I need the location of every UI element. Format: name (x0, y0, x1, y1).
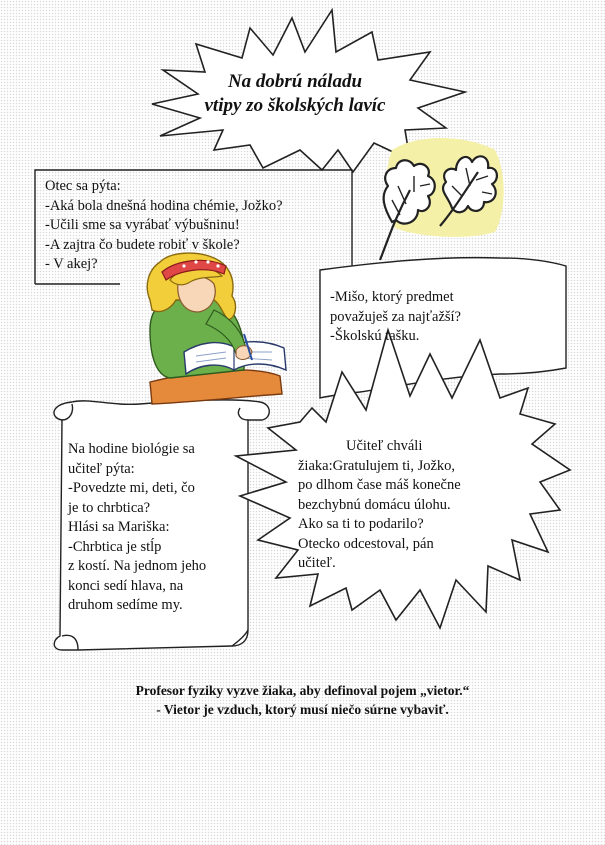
joke-line: je to chrbtica? (68, 499, 151, 516)
joke-line: -Povedzte mi, deti, čo (68, 480, 195, 496)
joke-line: - V akej? (45, 256, 98, 272)
joke-line: učiteľ pýta: (68, 460, 135, 477)
girl-reading-illustration (147, 253, 286, 404)
title-line-2: vtipy zo školských lavíc (204, 95, 386, 116)
joke-line: žiaka:Gratulujem ti, Jožko, (298, 457, 456, 474)
joke-line: Hlási sa Mariška: (68, 519, 170, 535)
homework-joke (298, 437, 461, 574)
joke-line: druhom sedíme my. (68, 597, 183, 613)
joke-line: -Chrbtica je stĺp (68, 538, 162, 555)
title-line-1: Na dobrú náladu (227, 71, 363, 92)
joke-line: z kostí. Na jednom jeho (68, 558, 207, 574)
joke-line: -A zajtra čo budete robiť v škole? (45, 236, 240, 253)
joke-line: Na hodine biológie sa (68, 441, 195, 457)
joke-line: Profesor fyziky vyzve žiaka, aby definoval pojem „vietor.“ (135, 683, 470, 698)
joke-line: -Učili sme sa vyrábať výbušninu! (45, 217, 240, 233)
subject-joke (330, 288, 461, 347)
biology-joke (68, 440, 206, 616)
joke-line: -Mišo, ktorý predmet (330, 289, 454, 305)
joke-line: konci sedí hlava, na (68, 577, 184, 594)
joke-line: -Školskú tašku. (330, 328, 420, 344)
chemistry-joke (45, 177, 283, 275)
joke-line: bezchybnú domácu úlohu. (298, 496, 451, 513)
joke-line: Ako sa ti to podarilo? (298, 516, 424, 532)
physics-joke (40, 682, 565, 719)
joke-line: považuješ za najťažší? (330, 308, 461, 325)
joke-line: po dlhom čase máš konečne (298, 477, 461, 493)
joke-line: Otecko odcestoval, pán (298, 535, 434, 552)
joke-line: -Aká bola dnešná hodina chémie, Jožko? (45, 197, 283, 214)
oak-leaf-icon (380, 160, 435, 260)
joke-line: Otec sa pýta: (45, 178, 121, 194)
joke-line: učiteľ. (298, 555, 336, 571)
joke-line: - Vietor je vzduch, ktorý musí niečo súrne vybaviť. (156, 701, 449, 717)
page-title (160, 70, 430, 118)
joke-line: Učiteľ chváli (346, 438, 423, 454)
